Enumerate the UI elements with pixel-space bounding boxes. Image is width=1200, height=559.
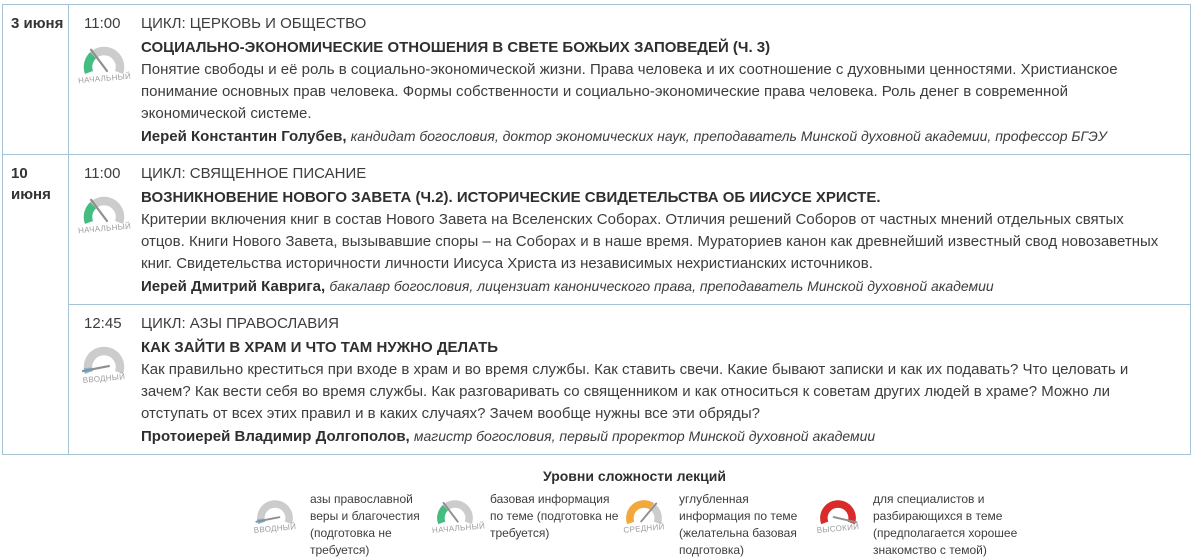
speaker-credentials: кандидат богословия, доктор экономических наук, преподаватель Минской духовной академии, профессор БГЭУ (350, 128, 1107, 144)
session-time: 11:00 (84, 15, 121, 32)
legend-item-description: для специалистов и разбирающихся в теме (предполагается хорошее знакомство с темой) (873, 492, 1018, 557)
legend-item (252, 491, 432, 559)
lecture-title: КАК ЗАЙТИ В ХРАМ И ЧТО ТАМ НУЖНО ДЕЛАТЬ (141, 339, 499, 356)
session-side (69, 13, 141, 148)
gauge-label: СРЕДНИЙ (623, 522, 665, 535)
difficulty-legend (252, 468, 1017, 559)
speaker-name: Протоиерей Владимир Долгополов, (141, 428, 410, 445)
session-side (69, 163, 141, 298)
legend-item (815, 491, 1031, 559)
schedule-table (2, 4, 1191, 455)
lecture-description: Критерии включения книг в состав Нового Завета на Вселенских Соборах. Отличия решений Соборов от частных мнений отдельных святых отцов. Книги Нового Завета, вызывавшие споры – на Соборах и в наше время. Мураториев канон как древнейший известный свод новозаветных книг. Свидетельства историчности личности Иисуса Христа из независимых нехристианских источников. (141, 211, 1159, 272)
gauge-label: ВЫСОКИЙ (816, 522, 860, 535)
sessions-group (69, 5, 1190, 154)
session (69, 5, 1190, 154)
session-main (141, 313, 1190, 448)
speaker-credentials: бакалавр богословия, лицензиат канонического права, преподаватель Минской духовной академии (329, 278, 994, 294)
speaker (141, 425, 1165, 448)
gauge-label: ВВОДНЫЙ (82, 372, 126, 385)
level-gauge-vvodny (78, 342, 130, 383)
legend-item (621, 491, 815, 559)
speaker-credentials: магистр богословия, первый проректор Минской духовной академии (413, 428, 876, 444)
level-gauge-vvodny (252, 496, 298, 533)
gauge-icon (78, 342, 130, 376)
table-row (3, 154, 1190, 454)
lecture-title: ВОЗНИКНОВЕНИЕ НОВОГО ЗАВЕТА (Ч.2). ИСТОРИЧЕСКИЕ СВИДЕТЕЛЬСТВА ОБ ИИСУСЕ ХРИСТЕ. (141, 189, 881, 206)
table-row (3, 5, 1190, 154)
legend-item-description: азы православной веры и благочестия (подготовка не требуется) (310, 492, 420, 557)
gauge-label: НАЧАЛЬНЫЙ (431, 521, 486, 535)
level-gauge-sredny (621, 496, 667, 533)
speaker-name: Иерей Константин Голубев, (141, 128, 347, 145)
legend-item-description: базовая информация по теме (подготовка не требуется) (490, 492, 619, 540)
legend-items (252, 491, 1017, 559)
gauge-icon (78, 42, 130, 76)
schedule-page (0, 4, 1200, 557)
cycle-label: ЦИКЛ: СВЯЩЕННОЕ ПИСАНИЕ (141, 165, 367, 182)
speaker (141, 125, 1165, 148)
session-main (141, 163, 1190, 298)
cycle-label: ЦИКЛ: АЗЫ ПРАВОСЛАВИЯ (141, 315, 339, 332)
legend-title: Уровни сложности лекций (543, 468, 726, 484)
gauge-label: НАЧАЛЬНЫЙ (77, 71, 132, 86)
cycle-label: ЦИКЛ: ЦЕРКОВЬ И ОБЩЕСТВО (141, 15, 367, 32)
date-cell: 10 июня (3, 155, 69, 454)
legend-item (432, 491, 621, 559)
date-cell: 3 июня (3, 5, 69, 154)
session-time: 12:45 (84, 315, 122, 332)
lecture-description: Как правильно креститься при входе в храм и во время службы. Как ставить свечи. Какие бывают записки и как их подавать? Что целовать и зачем? Как вести себя во время службы. Как разговаривать со священником и как относиться к советам других людей в храме? Можно ли отступать от всех этих правил и в каких случаях? Зачем вообще нужны все эти обряды? (141, 361, 1129, 422)
gauge-icon (78, 192, 130, 226)
session (69, 155, 1190, 304)
gauge-label: ВВОДНЫЙ (253, 522, 297, 535)
session-time: 11:00 (84, 165, 121, 182)
session-main (141, 13, 1190, 148)
legend-item-description: углубленная информация по теме (желательна базовая подготовка) (679, 492, 798, 557)
session (69, 304, 1190, 454)
level-gauge-nachalny (77, 192, 132, 236)
level-gauge-nachalny (431, 496, 486, 535)
gauge-label: НАЧАЛЬНЫЙ (77, 221, 132, 236)
level-gauge-nachalny (77, 42, 132, 86)
speaker (141, 275, 1165, 298)
speaker-name: Иерей Дмитрий Каврига, (141, 278, 326, 295)
lecture-description: Понятие свободы и её роль в социально-экономической жизни. Права человека и их соотношение с духовными ценностями. Христианское понимание основных прав человека. Формы собственности и социально-экономические права человека. Роль денег в современной экономической системе. (141, 61, 1118, 122)
level-gauge-vysoky (815, 496, 861, 533)
session-side (69, 313, 141, 448)
lecture-title: СОЦИАЛЬНО-ЭКОНОМИЧЕСКИЕ ОТНОШЕНИЯ В СВЕТЕ БОЖЬИХ ЗАПОВЕДЕЙ (Ч. 3) (141, 39, 771, 56)
sessions-group (69, 155, 1190, 454)
